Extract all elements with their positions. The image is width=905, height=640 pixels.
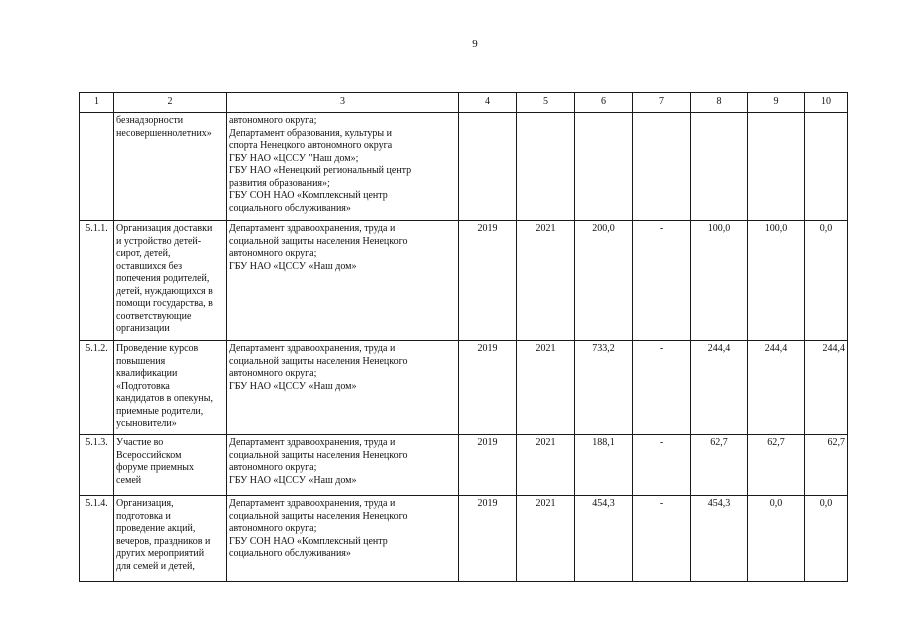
end-year: 2021	[517, 341, 575, 435]
activity-name: Организация доставки и устройство детей- сирот, детей, оставшихся без попечения родителей, детей, нуждающихся в помощи государства, в соответствующие организации	[114, 221, 227, 341]
col9-value: 0,0	[748, 496, 805, 582]
col9-value: 62,7	[748, 435, 805, 496]
executors: автономного округа; Департамент образования, культуры и спорта Ненецкого автономного округа ГБУ НАО «ЦССУ "Наш дом»; ГБУ НАО «Ненецкий региональный центр развития образования»; ГБУ СОН НАО «Комплексный центр социального обслуживания»	[227, 113, 459, 221]
row-number: 5.1.3.	[80, 435, 114, 496]
col8-value	[691, 113, 748, 221]
col10-value: 62,7	[805, 435, 848, 496]
end-year	[517, 113, 575, 221]
start-year	[459, 113, 517, 221]
col10-value: 244,4	[805, 341, 848, 435]
column-number: 2	[114, 93, 227, 113]
total-amount: 188,1	[575, 435, 633, 496]
executors: Департамент здравоохранения, труда и социальной защиты населения Ненецкого автономного округа; ГБУ НАО «ЦССУ «Наш дом»	[227, 435, 459, 496]
table-row	[80, 221, 848, 341]
end-year: 2021	[517, 496, 575, 582]
total-amount: 733,2	[575, 341, 633, 435]
total-amount: 454,3	[575, 496, 633, 582]
col9-value	[748, 113, 805, 221]
column-number: 3	[227, 93, 459, 113]
executors: Департамент здравоохранения, труда и социальной защиты населения Ненецкого автономного округа; ГБУ НАО «ЦССУ «Наш дом»	[227, 341, 459, 435]
col10-value: 0,0	[805, 496, 848, 582]
col7-value: -	[633, 496, 691, 582]
executors: Департамент здравоохранения, труда и социальной защиты населения Ненецкого автономного округа; ГБУ СОН НАО «Комплексный центр социального обслуживания»	[227, 496, 459, 582]
start-year: 2019	[459, 435, 517, 496]
table-row	[80, 341, 848, 435]
total-amount	[575, 113, 633, 221]
col9-value: 100,0	[748, 221, 805, 341]
column-number: 5	[517, 93, 575, 113]
col7-value	[633, 113, 691, 221]
activity-name: Участие во Всероссийском форуме приемных семей	[114, 435, 227, 496]
col7-value: -	[633, 435, 691, 496]
table-row	[80, 113, 848, 221]
column-number-row	[80, 93, 848, 113]
row-number: 5.1.1.	[80, 221, 114, 341]
col10-value: 0,0	[805, 221, 848, 341]
row-number: 5.1.4.	[80, 496, 114, 582]
start-year: 2019	[459, 496, 517, 582]
end-year: 2021	[517, 221, 575, 341]
col8-value: 454,3	[691, 496, 748, 582]
table-row	[80, 496, 848, 582]
row-number: 5.1.2.	[80, 341, 114, 435]
total-amount: 200,0	[575, 221, 633, 341]
column-number: 6	[575, 93, 633, 113]
col8-value: 100,0	[691, 221, 748, 341]
column-number: 10	[805, 93, 848, 113]
column-number: 7	[633, 93, 691, 113]
start-year: 2019	[459, 221, 517, 341]
column-number: 4	[459, 93, 517, 113]
activity-name: безнадзорности несовершеннолетних»	[114, 113, 227, 221]
col8-value: 244,4	[691, 341, 748, 435]
column-number: 9	[748, 93, 805, 113]
col9-value: 244,4	[748, 341, 805, 435]
page-number: 9	[472, 38, 478, 50]
col10-value	[805, 113, 848, 221]
col8-value: 62,7	[691, 435, 748, 496]
start-year: 2019	[459, 341, 517, 435]
col7-value: -	[633, 221, 691, 341]
column-number: 8	[691, 93, 748, 113]
table-row	[80, 435, 848, 496]
activity-name: Проведение курсов повышения квалификации «Подготовка кандидатов в опекуны, приемные родители, усыновители»	[114, 341, 227, 435]
activity-name: Организация, подготовка и проведение акций, вечеров, праздников и других мероприятий для семей и детей,	[114, 496, 227, 582]
column-number: 1	[80, 93, 114, 113]
row-number	[80, 113, 114, 221]
end-year: 2021	[517, 435, 575, 496]
executors: Департамент здравоохранения, труда и социальной защиты населения Ненецкого автономного округа; ГБУ НАО «ЦССУ «Наш дом»	[227, 221, 459, 341]
program-table	[79, 92, 848, 582]
col7-value: -	[633, 341, 691, 435]
